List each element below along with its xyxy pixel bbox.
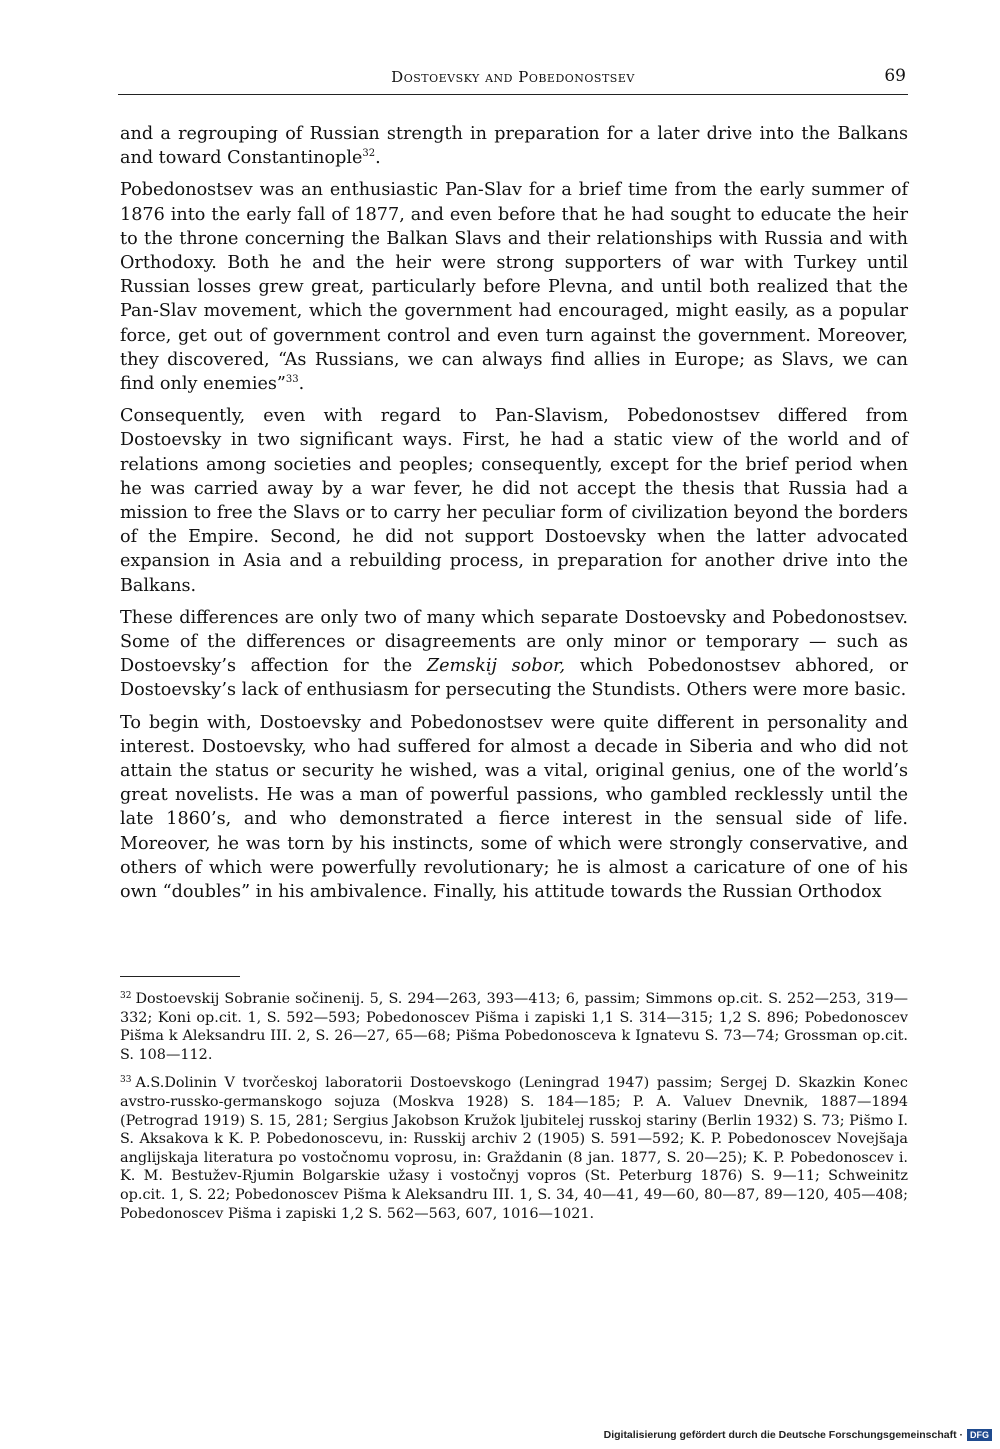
footnote-divider <box>120 976 240 977</box>
footnote-number: 32 <box>120 991 132 1001</box>
footnote-ref[interactable]: 33 <box>285 374 299 386</box>
paragraph: To begin with, Dostoevsky and Pobedonostsev were quite different in personality and interest. Dostoevsky, who had suffered for almost a decade in Siberia and who did not attain the status or security he wished, was a vital, original genius, one of the world’s great novelists. He was a man of powerful passions, who gambled recklessly until the late 1860’s, and who demonstrated a fierce interest in the sensual side of life. Moreover, he was torn by his instincts, some of which were strongly conservative, and others of which were powerfully revolutionary; he is almost a caricature of one of his own “doubles” in his ambivalence. Finally, his attitude towards the Russian Orthodox <box>120 712 908 903</box>
paragraph: Consequently, even with regard to Pan-Slavism, Pobedonostsev differed from Dostoevsky in two significant ways. First, he had a static view of the world and of relations among societies and peoples; consequently, except for the brief period when he was carried away by a war fever, he did not accept the thesis that Russia had a mission to free the Slavs or to carry her peculiar form of civilization beyond the borders of the Empire. Second, he did not support Dostoevsky when the latter advocated expansion in Asia and a rebuilding process, in preparation for another drive into the Balkans. <box>120 406 908 596</box>
paragraph: Pobedonostsev was an enthusiastic Pan-Slav for a brief time from the early summer of 1876 into the early fall of 1877, and even before that he had sought to educate the heir to the throne concerning the Balkan Slavs and their relationships with Russia and with Orthodoxy. Both he and the heir were strong supporters of war with Turkey until Russian losses grew great, particularly before Plevna, and until both realized that the Pan-Slav movement, which the government had encouraged, might easily, as a popular force, get out of government control and even turn against the government. Moreover, they discovered, “As Russians, we can always find allies in Europe; as Slavs, we can find only enemies”$^{33}$. <box>120 180 908 395</box>
running-title: Dostoevsky and Pobedonostsev <box>391 68 635 86</box>
dfg-logo: DFG <box>967 1429 992 1441</box>
body-text <box>120 122 908 912</box>
running-header <box>118 66 908 95</box>
footnote: $^{32}$ Dostoevskij Sobranie sočinenij. 5, S. 294—263, 393—413; 6, passim; Simmons op.cit. S. 252—253, 319—332; Koni op.cit. 1, S. 592—593; Pobedonoscev Pis̆ma i zapiski 1,1 S. 314—315; 1,2 S. 896; Pobedonoscev Pis̆ma k Aleksandru III. 2, S. 26—27, 65—68; Pis̆ma Pobedonosceva k Ignatevu S. 73—74; Grossman op.cit. S. 108—112. <box>120 991 908 1063</box>
italic-term: Zemskij sobor, <box>426 656 566 677</box>
footnote-number: 33 <box>120 1075 132 1086</box>
dfg-watermark: Digitalisierung gefördert durch die Deutsche Forschungsgemeinschaft · DFG <box>604 1429 992 1441</box>
paragraph: These differences are only two of many which separate Dostoevsky and Pobedonostsev. Some of the differences or disagreements are only minor or temporary — such as Dostoevsky’s affection for the Zemskij sobor, which Pobedonostsev abhored, or Dostoevsky’s lack of enthusiasm for persecuting the Stundists. Others were more basic. <box>120 607 909 701</box>
footnote-ref[interactable]: 32 <box>362 148 376 160</box>
paragraph: and a regrouping of Russian strength in preparation for a later drive into the Balkans and toward Constantinople$^{32}$. <box>120 124 908 169</box>
footnotes <box>120 990 908 1233</box>
page-number: 69 <box>884 66 906 86</box>
footnote: $^{33}$ A.S.Dolinin V tvorčeskoj laboratorii Dostoevskogo (Leningrad 1947) passim; Sergej D. Skazkin Konec avstro-russko-germanskogo sojuza (Moskva 1928) S. 184—185; P. A. Valuev Dnevnik, 1887—1894 (Petrograd 1919) S. 15, 281; Sergius Jakobson Kružok ljubitelej russkoj stariny (Berlin 1932) S. 73; Pis̆mo I. S. Aksakova k K. P. Pobedonoscevu, in: Russkij archiv 2 (1905) S. 591—592; K. P. Pobedonoscev Novejs̆aja anglijskaja literatura po vostočnomu voprosu, in: Graždanin (8 jan. 1877, S. 20—25); K. P. Pobedonoscev i. K. M. Bestužev-Rjumin Bolgarskie užasy i vostočnyj vopros (St. Peterburg 1876) S. 9—11; Schweinitz op.cit. 1, S. 22; Pobedonoscev Pis̆ma k Aleksandru III. 1, S. 34, 40—41, 49—60, 80—87, 89—120, 405—408; Pobedonoscev Pis̆ma i zapiski 1,2 S. 562—563, 607, 1016—1021. <box>120 1075 908 1222</box>
